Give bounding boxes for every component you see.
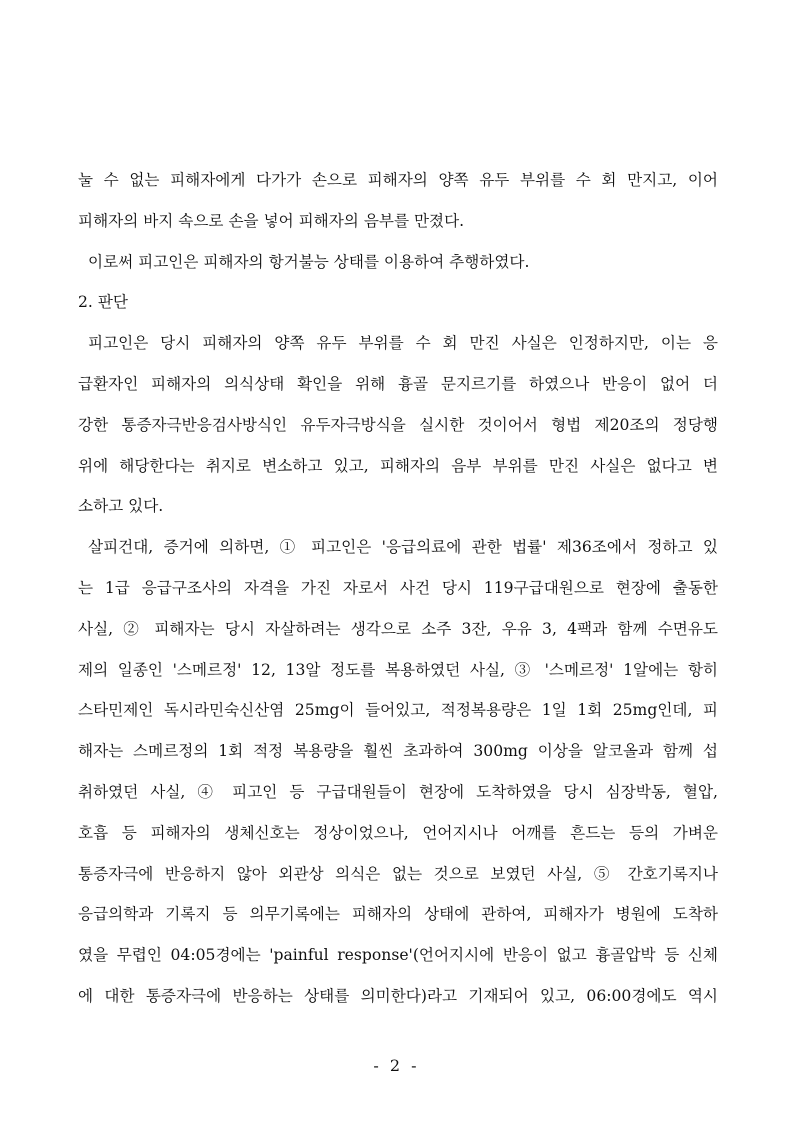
text-line: 사실, ② 피해자는 당시 자살하려는 생각으로 소주 3잔, 우유 3, 4팩과 함께 수면유도: [78, 619, 718, 638]
text-line: 소하고 있다.: [78, 497, 164, 516]
text-line: 눌 수 없는 피해자에게 다가가 손으로 피해자의 양쪽 유두 부위를 수 회 만지고, 이어: [78, 171, 718, 189]
text-line: 응급의학과 기록지 등 의무기록에는 피해자의 상태에 관하여, 피해자가 병원에 도착하: [78, 905, 718, 924]
text-line: 에 대한 통증자극에 반응하는 상태를 의미한다)라고 기재되어 있고, 06:00경에도 역시: [78, 986, 718, 1005]
text-line: 위에 해당한다는 취지로 변소하고 있고, 피해자의 음부 부위를 만진 사실은 없다고 변: [78, 456, 718, 475]
text-line: 강한 통증자극반응검사방식인 유두자극방식을 실시한 것이어서 형법 제20조의 정당행: [78, 415, 718, 434]
document-body: [78, 160, 718, 1017]
text-line: 피해자의 바지 속으로 손을 넣어 피해자의 음부를 만졌다.: [78, 211, 465, 230]
text-line: 호흡 등 피해자의 생체신호는 정상이었으나, 언어지시나 어깨를 흔드는 등의 가벼운: [78, 823, 718, 842]
text-line: 통증자극에 반응하지 않아 외관상 의식은 없는 것으로 보였던 사실, ⑤ 간호기록지나: [78, 864, 718, 883]
text-line: 2. 판단: [78, 293, 128, 312]
text-line: 제의 일종인 '스메르정' 12, 13알 정도를 복용하였던 사실, ③ '스메르정' 1알에는 항히: [78, 660, 718, 679]
text-line: 피고인은 당시 피해자의 양쪽 유두 부위를 수 회 만진 사실은 인정하지만, 이는 응: [88, 334, 718, 353]
text-line: 였을 무렵인 04:05경에는 'painful response'(언어지시에 반응이 없고 흉골압박 등 신체: [78, 946, 718, 965]
text-line: 스타민제인 독시라민숙신산염 25mg이 들어있고, 적정복용량은 1일 1회 25mg인데, 피: [78, 701, 718, 720]
page-number: - 2 -: [373, 1056, 420, 1075]
text-line: 해자는 스메르정의 1회 적정 복용량을 훨씬 초과하여 300mg 이상을 알코올과 함께 섭: [78, 742, 718, 761]
text-line: 이로써 피고인은 피해자의 항거불능 상태를 이용하여 추행하였다.: [88, 252, 530, 271]
text-line: 취하였던 사실, ④ 피고인 등 구급대원들이 현장에 도착하였을 당시 심장박동, 혈압,: [78, 782, 718, 801]
text-line: 살피건대, 증거에 의하면, ① 피고인은 '응급의료에 관한 법률' 제36조에서 정하고 있: [88, 538, 718, 557]
text-line: 는 1급 응급구조사의 자격을 가진 자로서 사건 당시 119구급대원으로 현장에 출동한: [78, 578, 718, 597]
text-line: 급환자인 피해자의 의식상태 확인을 위해 흉골 문지르기를 하였으나 반응이 없어 더: [78, 374, 718, 393]
